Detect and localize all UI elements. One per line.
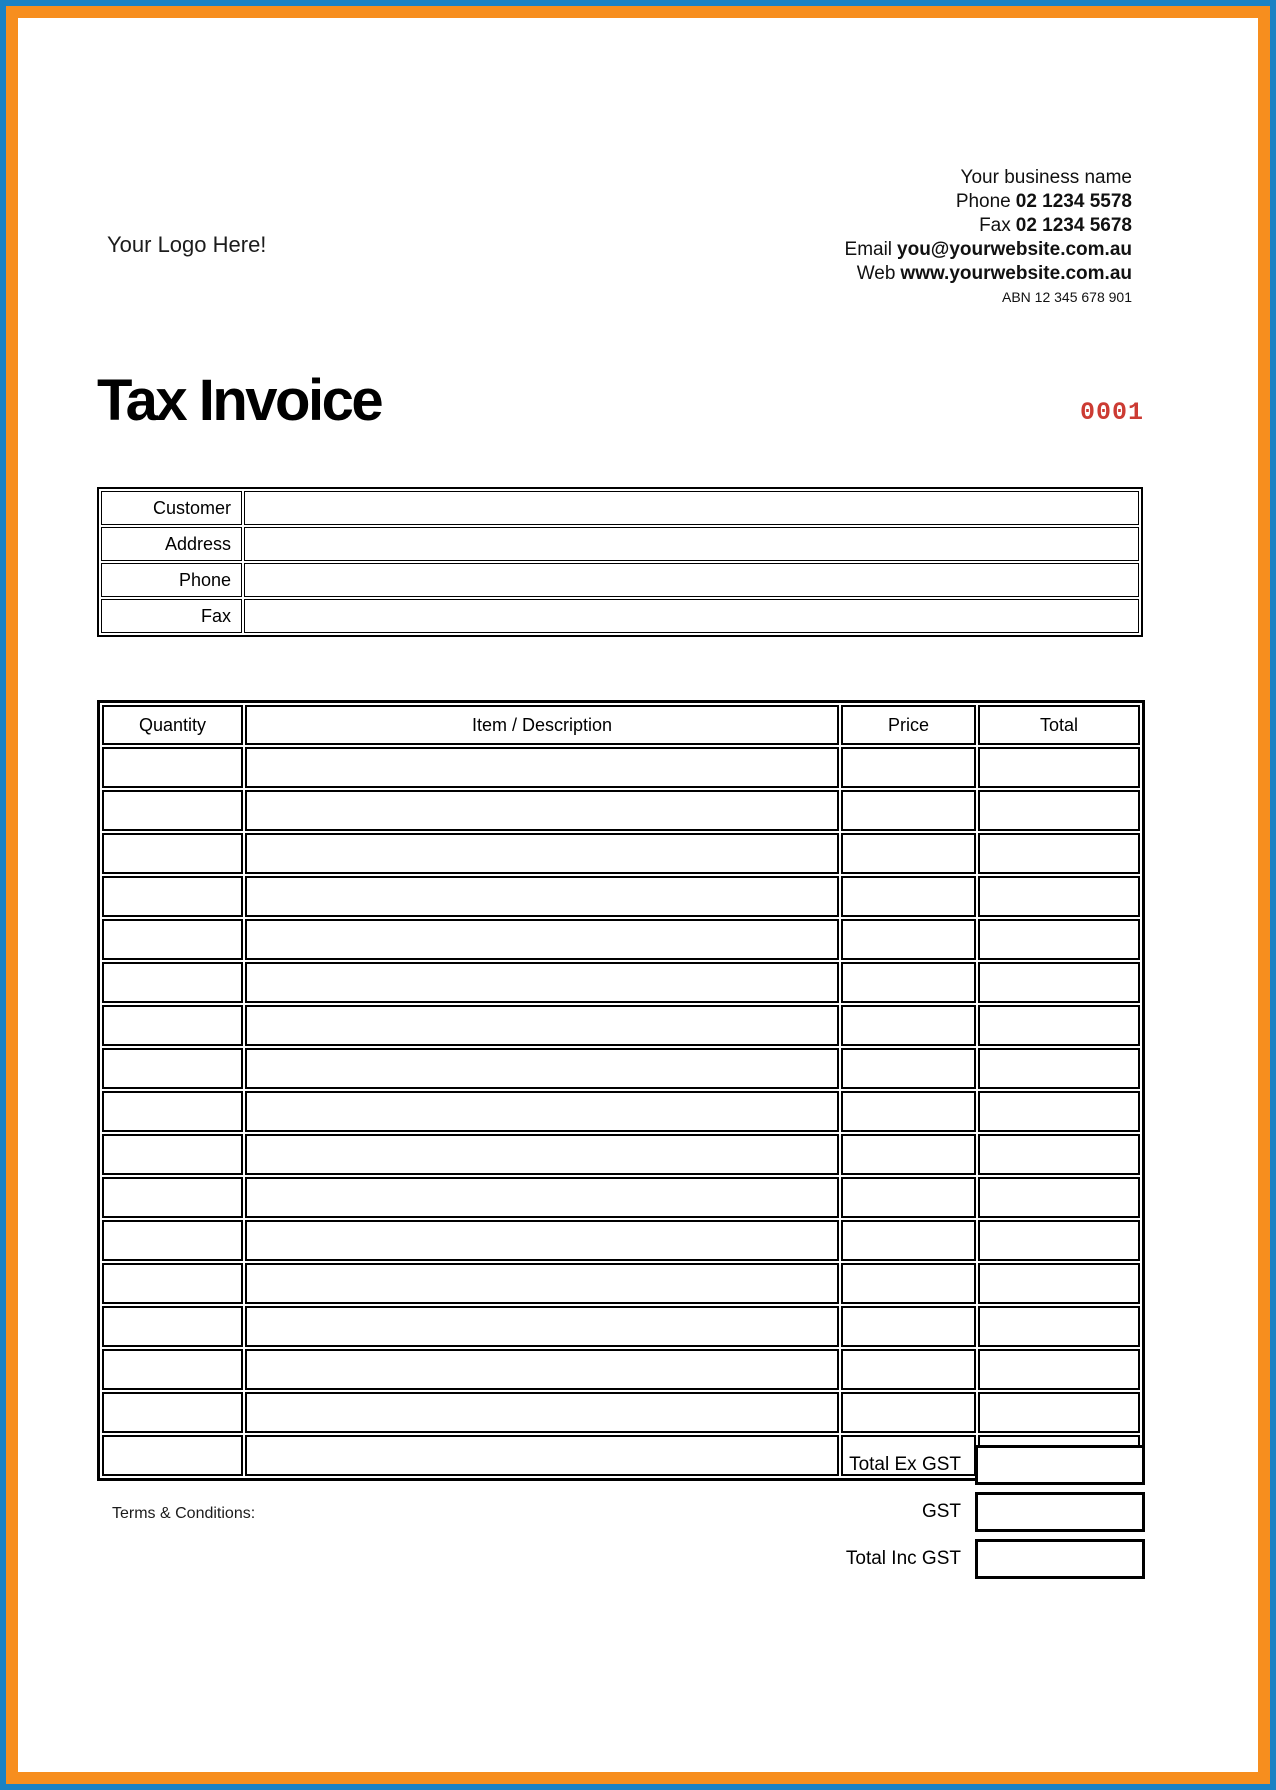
item-cell-item-description[interactable]: [245, 1134, 839, 1175]
item-cell-total[interactable]: [978, 1177, 1140, 1218]
customer-row: [101, 599, 1139, 633]
total-row-total-ex-gst: [97, 1445, 1145, 1485]
invoice-number: 0001: [1079, 398, 1144, 427]
item-cell-item-description[interactable]: [245, 1220, 839, 1261]
items-header-quantity: Quantity: [102, 705, 243, 745]
item-cell-price[interactable]: [841, 1306, 976, 1347]
business-web-line: [845, 262, 1132, 286]
item-cell-price[interactable]: [841, 1349, 976, 1390]
total-value-box[interactable]: [975, 1445, 1145, 1485]
items-header-item-description: Item / Description: [245, 705, 839, 745]
phone-value: 02 1234 5578: [1015, 191, 1132, 212]
customer-table: [97, 487, 1143, 637]
fax-value: 02 1234 5678: [1015, 215, 1132, 236]
item-cell-quantity[interactable]: [102, 1220, 243, 1261]
items-row: [102, 1091, 1140, 1132]
total-label: Total Inc GST: [845, 1548, 961, 1569]
item-cell-total[interactable]: [978, 1091, 1140, 1132]
item-cell-total[interactable]: [978, 962, 1140, 1003]
business-phone-line: [845, 190, 1132, 214]
item-cell-quantity[interactable]: [102, 1306, 243, 1347]
customer-row-label: Phone: [101, 563, 242, 597]
items-row: [102, 833, 1140, 874]
item-cell-quantity[interactable]: [102, 1392, 243, 1433]
items-header-total: Total: [978, 705, 1140, 745]
terms-label: Terms & Conditions:: [112, 1505, 256, 1522]
items-table-body: [102, 747, 1140, 1476]
business-contact-block: [845, 166, 1132, 308]
item-cell-total[interactable]: [978, 833, 1140, 874]
item-cell-total[interactable]: [978, 790, 1140, 831]
items-header-row: [102, 705, 1140, 745]
page-title: Tax Invoice: [97, 368, 382, 433]
item-cell-quantity[interactable]: [102, 876, 243, 917]
item-cell-total[interactable]: [978, 1392, 1140, 1433]
customer-row-label: Customer: [101, 491, 242, 525]
item-cell-quantity[interactable]: [102, 1177, 243, 1218]
items-row: [102, 1306, 1140, 1347]
item-cell-quantity[interactable]: [102, 747, 243, 788]
items-row: [102, 747, 1140, 788]
item-cell-item-description[interactable]: [245, 1177, 839, 1218]
item-cell-price[interactable]: [841, 1134, 976, 1175]
business-email-line: [845, 238, 1132, 262]
items-table-head: [102, 705, 1140, 745]
logo-placeholder: Your Logo Here!: [107, 232, 267, 257]
item-cell-price[interactable]: [841, 1048, 976, 1089]
item-cell-price[interactable]: [841, 1392, 976, 1433]
item-cell-item-description[interactable]: [245, 747, 839, 788]
items-table: [97, 700, 1145, 1481]
item-cell-price[interactable]: [841, 790, 976, 831]
invoice-page: [18, 18, 1258, 1772]
item-cell-total[interactable]: [978, 1134, 1140, 1175]
item-cell-price[interactable]: [841, 876, 976, 917]
item-cell-price[interactable]: [841, 1091, 976, 1132]
item-cell-total[interactable]: [978, 1048, 1140, 1089]
abn-text: ABN 12 345 678 901: [1002, 289, 1132, 305]
email-label: Email: [844, 239, 893, 260]
item-cell-price[interactable]: [841, 747, 976, 788]
customer-row: [101, 491, 1139, 525]
total-row-total-inc-gst: [97, 1539, 1145, 1579]
phone-label: Phone: [955, 191, 1011, 212]
item-cell-quantity[interactable]: [102, 790, 243, 831]
item-cell-quantity[interactable]: [102, 1349, 243, 1390]
item-cell-item-description[interactable]: [245, 1005, 839, 1046]
items-row: [102, 1134, 1140, 1175]
items-row: [102, 919, 1140, 960]
customer-row-value-field[interactable]: [244, 563, 1139, 597]
customer-row-value-field[interactable]: [244, 491, 1139, 525]
items-row: [102, 1005, 1140, 1046]
item-cell-total[interactable]: [978, 876, 1140, 917]
item-cell-total[interactable]: [978, 1005, 1140, 1046]
customer-row-value-field[interactable]: [244, 599, 1139, 633]
item-cell-total[interactable]: [978, 1349, 1140, 1390]
item-cell-total[interactable]: [978, 1263, 1140, 1304]
item-cell-total[interactable]: [978, 747, 1140, 788]
items-row: [102, 1220, 1140, 1261]
total-value-box[interactable]: [975, 1539, 1145, 1579]
item-cell-total[interactable]: [978, 1306, 1140, 1347]
item-cell-item-description[interactable]: [245, 1349, 839, 1390]
item-cell-item-description[interactable]: [245, 962, 839, 1003]
page-border-inner: [6, 6, 1270, 1784]
fax-label: Fax: [979, 215, 1011, 236]
total-label: Total Ex GST: [849, 1454, 961, 1475]
items-row: [102, 1048, 1140, 1089]
item-cell-price[interactable]: [841, 919, 976, 960]
item-cell-quantity[interactable]: [102, 833, 243, 874]
business-name: Your business name: [960, 167, 1132, 188]
item-cell-quantity[interactable]: [102, 1048, 243, 1089]
customer-row: [101, 563, 1139, 597]
item-cell-item-description[interactable]: [245, 1263, 839, 1304]
web-label: Web: [856, 263, 896, 284]
item-cell-item-description[interactable]: [245, 1306, 839, 1347]
total-value-box[interactable]: [975, 1492, 1145, 1532]
item-cell-quantity[interactable]: [102, 1005, 243, 1046]
item-cell-quantity[interactable]: [102, 962, 243, 1003]
web-value: www.yourwebsite.com.au: [900, 263, 1132, 284]
item-cell-quantity[interactable]: [102, 1263, 243, 1304]
customer-row-label: Fax: [101, 599, 242, 633]
email-value: you@yourwebsite.com.au: [897, 239, 1132, 260]
item-cell-item-description[interactable]: [245, 1392, 839, 1433]
item-cell-item-description[interactable]: [245, 1048, 839, 1089]
item-cell-price[interactable]: [841, 833, 976, 874]
item-cell-item-description[interactable]: [245, 1091, 839, 1132]
customer-row-label: Address: [101, 527, 242, 561]
item-cell-item-description[interactable]: [245, 790, 839, 831]
business-fax-line: [845, 214, 1132, 238]
item-cell-total[interactable]: [978, 919, 1140, 960]
items-row: [102, 1177, 1140, 1218]
item-cell-price[interactable]: [841, 1005, 976, 1046]
item-cell-quantity[interactable]: [102, 919, 243, 960]
item-cell-quantity[interactable]: [102, 1134, 243, 1175]
items-row: [102, 1349, 1140, 1390]
item-cell-item-description[interactable]: [245, 833, 839, 874]
item-cell-item-description[interactable]: [245, 876, 839, 917]
item-cell-price[interactable]: [841, 1263, 976, 1304]
items-header-price: Price: [841, 705, 976, 745]
customer-row-value-field[interactable]: [244, 527, 1139, 561]
item-cell-price[interactable]: [841, 962, 976, 1003]
item-cell-total[interactable]: [978, 1220, 1140, 1261]
item-cell-item-description[interactable]: [245, 919, 839, 960]
customer-table-body: [101, 491, 1139, 633]
items-row: [102, 790, 1140, 831]
items-row: [102, 876, 1140, 917]
customer-row: [101, 527, 1139, 561]
item-cell-price[interactable]: [841, 1220, 976, 1261]
items-row: [102, 962, 1140, 1003]
item-cell-price[interactable]: [841, 1177, 976, 1218]
total-label: GST: [921, 1501, 961, 1522]
item-cell-quantity[interactable]: [102, 1091, 243, 1132]
items-row: [102, 1263, 1140, 1304]
items-row: [102, 1392, 1140, 1433]
